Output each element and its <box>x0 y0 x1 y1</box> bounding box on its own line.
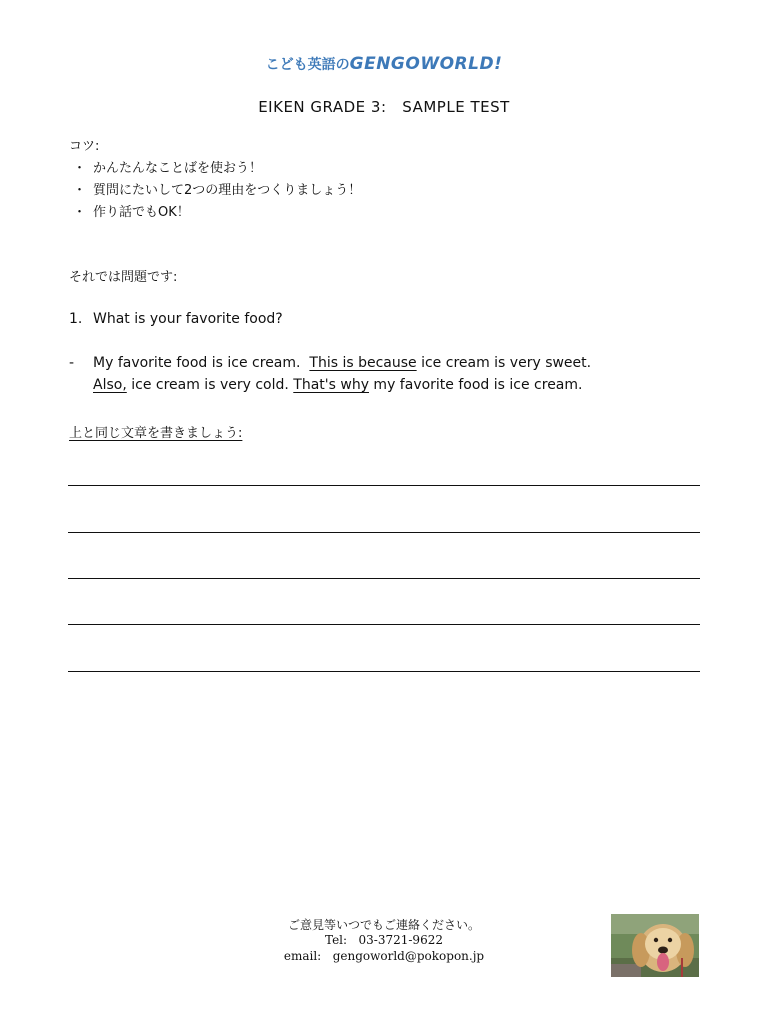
bullet: ・ <box>73 205 87 220</box>
tip-item <box>69 158 361 180</box>
tips-heading: コツ: <box>69 139 100 154</box>
tip-item <box>69 180 361 202</box>
brand-prefix: こども英語の <box>265 57 350 73</box>
brand-logo: GENGOWORLD! <box>349 54 503 74</box>
answer-keyphrase: This is because <box>309 355 417 371</box>
answer-text: My favorite food is ice cream. <box>93 355 310 371</box>
page-title: EIKEN GRADE 3: SAMPLE TEST <box>258 98 510 116</box>
dog-photo <box>611 914 699 977</box>
answer-keyphrase: That's why <box>293 377 369 393</box>
footer-email <box>200 949 568 963</box>
tip-text: 質問にたいして2つの理由をつくりましょう！ <box>93 183 362 198</box>
question-text: What is your favorite food? <box>93 311 283 327</box>
answer-line-1 <box>69 355 709 371</box>
bullet: ・ <box>73 161 87 176</box>
question <box>69 311 283 327</box>
tel-label: Tel: <box>325 933 348 947</box>
question-number: 1. <box>69 311 83 327</box>
writing-line[interactable] <box>68 624 700 625</box>
email-label: email: <box>283 949 322 963</box>
dog-image <box>611 914 699 977</box>
answer-text: ice cream is very cold. <box>126 377 294 393</box>
answer-text: my favorite food is ice cream. <box>368 377 583 393</box>
tips-section <box>69 136 361 224</box>
writing-line[interactable] <box>68 532 700 533</box>
writing-instruction: 上と同じ文章を書きましょう: <box>69 426 243 441</box>
answer-text: ice cream is very sweet. <box>416 355 592 371</box>
answer-dash: - <box>69 355 75 371</box>
intro-text: それでは問題です: <box>69 270 178 285</box>
email-address: gengoworld@pokopon.jp <box>332 949 485 963</box>
tip-text: 作り話でもOK！ <box>93 205 190 220</box>
footer-tel <box>200 933 568 947</box>
tip-item <box>69 202 361 224</box>
bullet: ・ <box>73 183 87 198</box>
footer-contact: ご意見等いつでもご連絡ください。 <box>287 918 480 932</box>
writing-line[interactable] <box>68 485 700 486</box>
writing-line[interactable] <box>68 578 700 579</box>
answer-line-2 <box>93 377 733 393</box>
tip-text: かんたんなことばを使おう！ <box>93 161 263 176</box>
answer-keyphrase: Also, <box>93 377 127 393</box>
writing-line[interactable] <box>68 671 700 672</box>
brand-header <box>0 54 768 74</box>
tel-number: 03-3721-9622 <box>358 933 443 947</box>
